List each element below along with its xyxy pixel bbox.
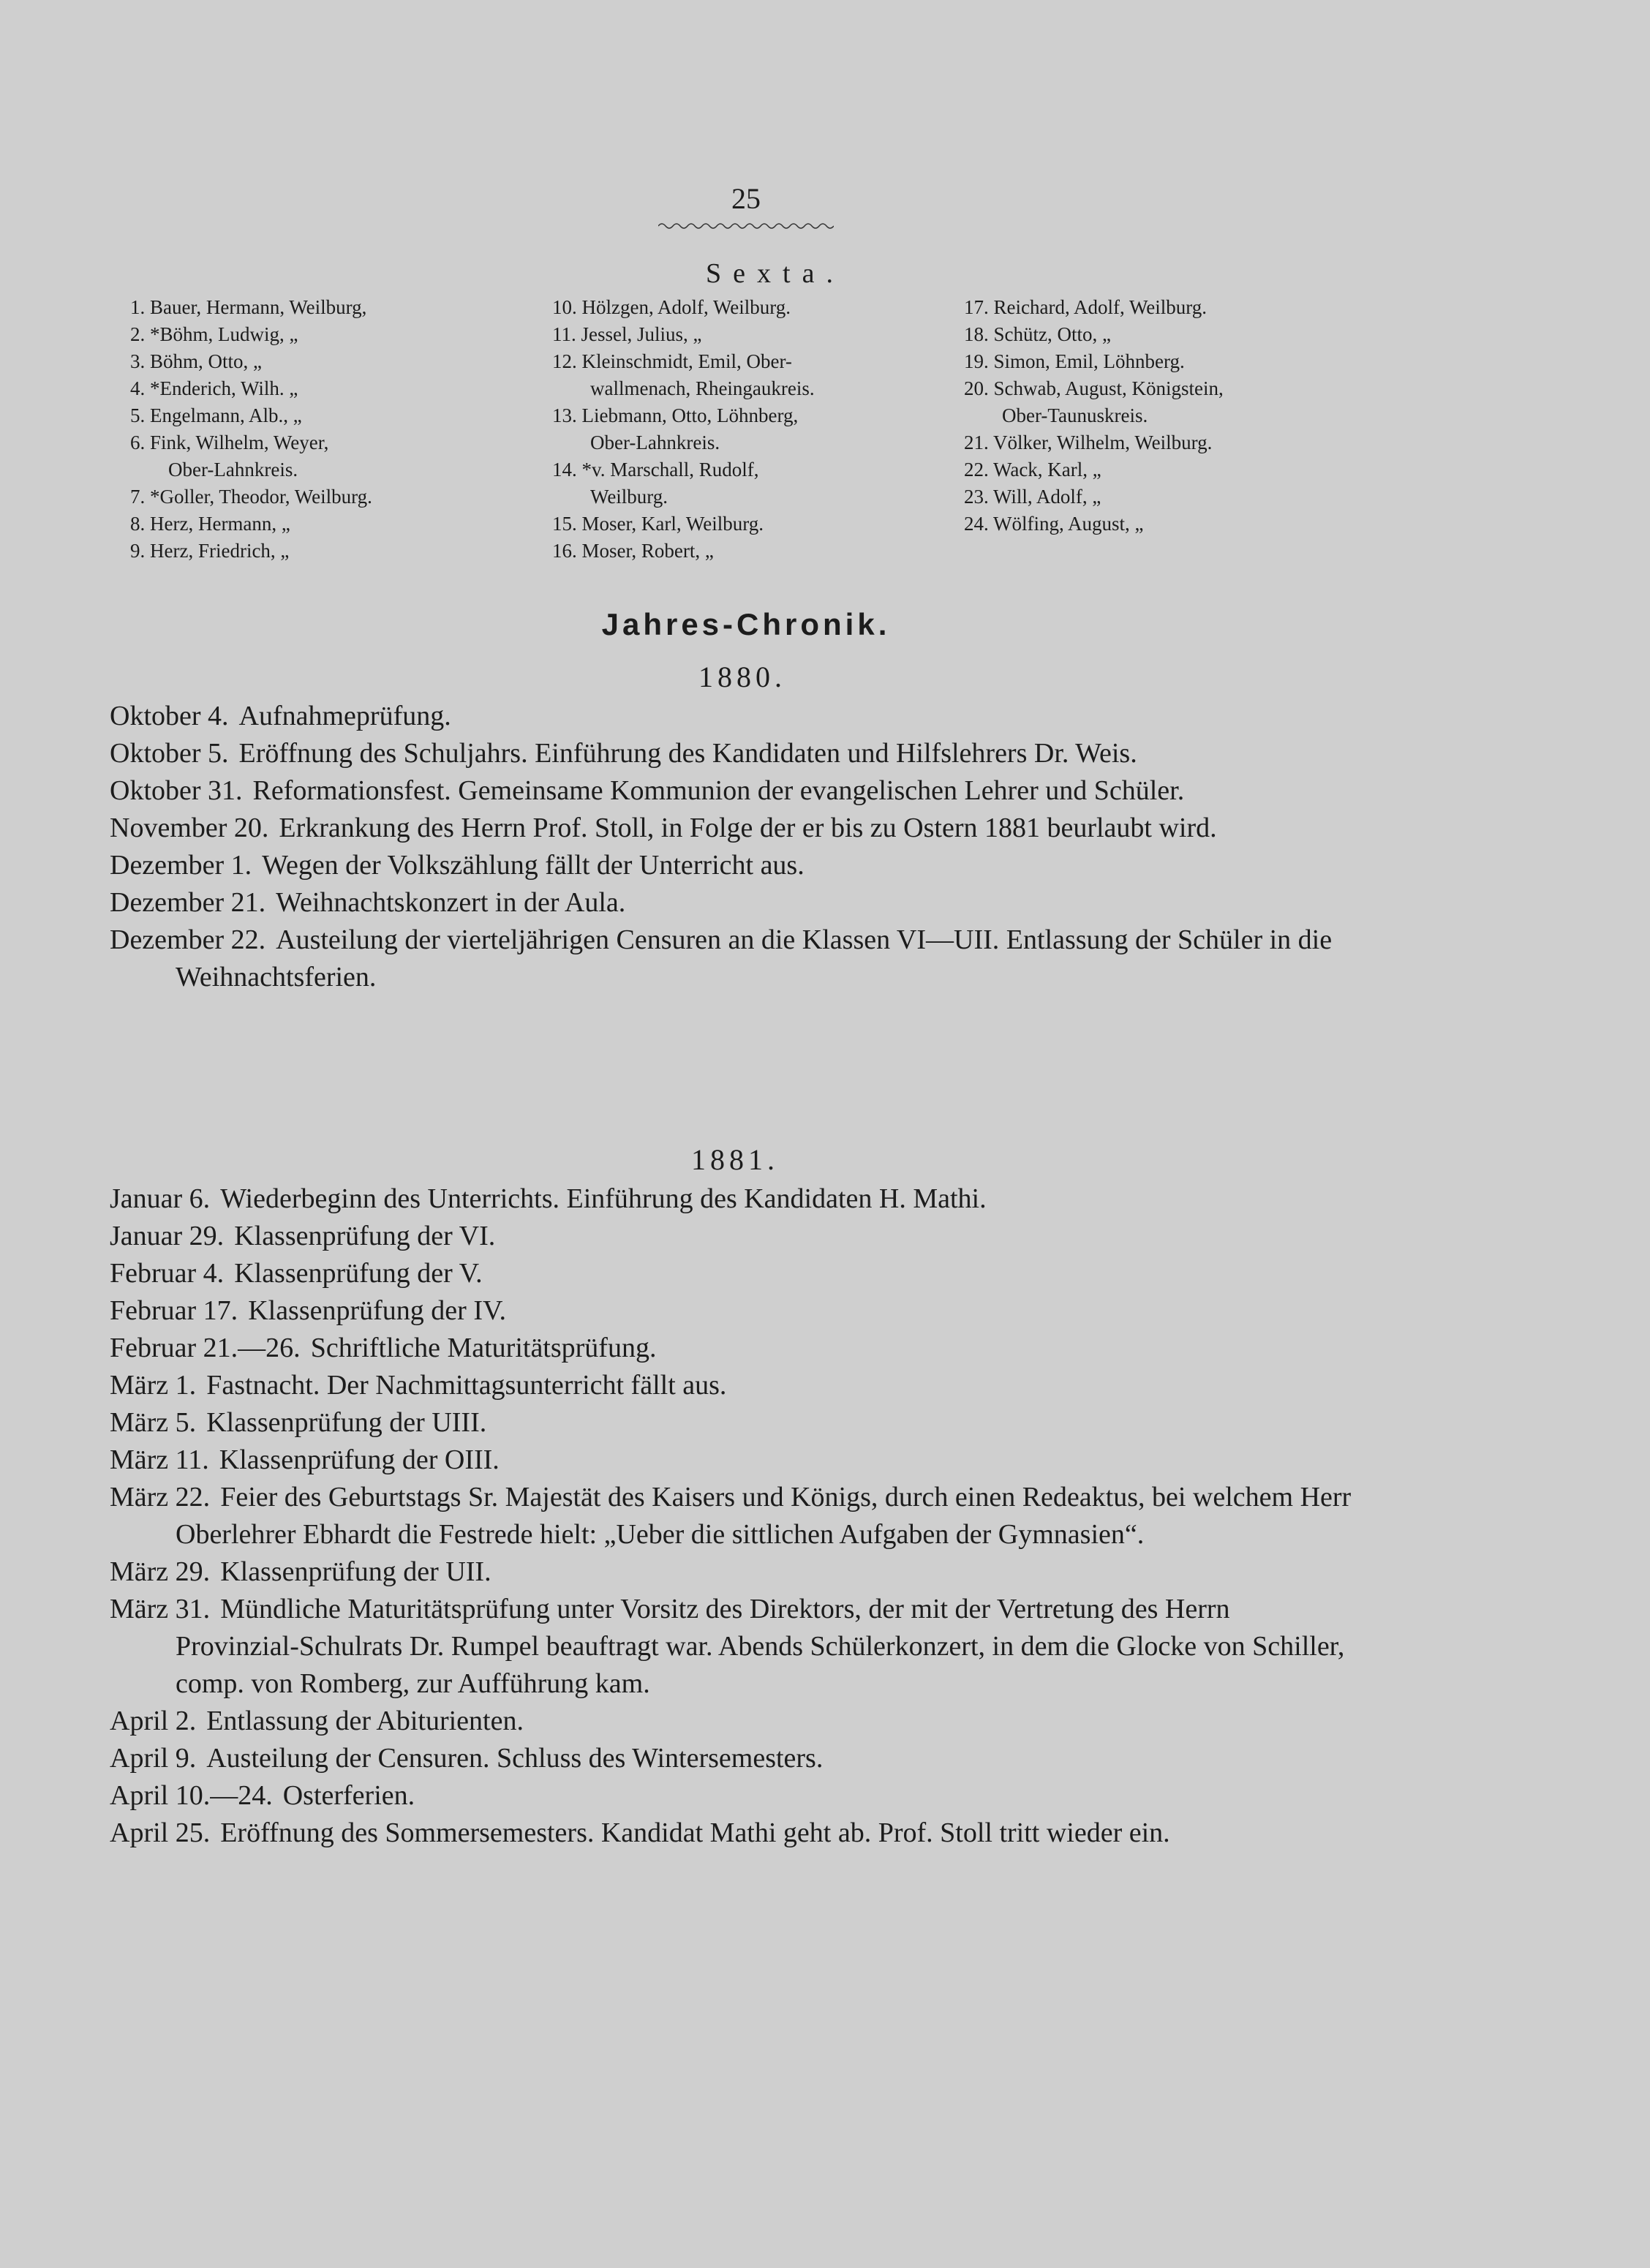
student-entry: 2. *Böhm, Ludwig, „ [130, 323, 298, 345]
entry-text: Fastnacht. Der Nachmittagsunterricht fällt aus. [206, 1370, 727, 1401]
entry-text: Weihnachtskonzert in der Aula. [276, 887, 626, 918]
student-entry: 23. Will, Adolf, „ [964, 486, 1101, 508]
chronicle-entry [110, 698, 1353, 735]
entry-text: Eröffnung des Schuljahrs. Einführung des Kandidaten und Hilfslehrers Dr. Weis. [238, 738, 1137, 769]
student-entry-continuation: Ober-Taunuskreis. [1002, 404, 1148, 426]
student-entry: 13. Liebmann, Otto, Löhnberg, [552, 404, 799, 426]
student-entry: 18. Schütz, Otto, „ [964, 323, 1111, 345]
chronicle-entry [110, 847, 1353, 884]
entry-text: Reformationsfest. Gemeinsame Kommunion der evangelischen Lehrer und Schüler. [252, 775, 1185, 806]
entry-date: Februar 4. [110, 1258, 225, 1289]
entry-text: Klassenprüfung der UII. [220, 1556, 491, 1587]
student-entry: 16. Moser, Robert, „ [552, 540, 714, 562]
entry-text: Austeilung der Censuren. Schluss des Wintersemesters. [206, 1743, 824, 1774]
entry-date: März 31. [110, 1594, 211, 1624]
chronik-title: Jahres-Chronik. [601, 607, 891, 641]
entry-text: Entlassung der Abiturienten. [206, 1706, 524, 1736]
year-heading-1880: 1880. [698, 660, 786, 693]
chronicle-entry [110, 1255, 1353, 1292]
entry-date: Dezember 22. [110, 924, 266, 955]
entry-date: April 10.—24. [110, 1780, 273, 1811]
class-heading: Sexta. [706, 258, 845, 289]
entry-date: April 2. [110, 1706, 197, 1736]
student-entry: 11. Jessel, Julius, „ [552, 323, 702, 345]
entry-text: Klassenprüfung der V. [234, 1258, 483, 1289]
entry-date: März 1. [110, 1370, 197, 1401]
entry-text: Klassenprüfung der OIII. [219, 1444, 500, 1475]
student-entry: 5. Engelmann, Alb., „ [130, 404, 302, 426]
student-entry: 22. Wack, Karl, „ [964, 459, 1101, 481]
student-column-3 [964, 294, 1374, 538]
student-entry: 6. Fink, Wilhelm, Weyer, [130, 432, 329, 453]
chronicle-entry [110, 735, 1353, 772]
student-entry: 10. Hölzgen, Adolf, Weilburg. [552, 296, 791, 318]
entry-text: Schriftliche Maturitätsprüfung. [310, 1333, 657, 1363]
entry-text: Wegen der Volkszählung fällt der Unterricht aus. [262, 850, 805, 881]
student-entry: 8. Herz, Hermann, „ [130, 513, 290, 535]
entry-date: April 25. [110, 1817, 211, 1848]
chronicle-1881 [110, 1180, 1353, 1852]
student-entry-continuation: Ober-Lahnkreis. [168, 459, 298, 481]
student-entry: 21. Völker, Wilhelm, Weilburg. [964, 432, 1213, 453]
entry-text: Feier des Geburtstags Sr. Majestät des Kaisers und Königs, durch einen Redeaktus, bei welchem Herr Oberlehrer Ebhardt die Festrede hielt: „Ueber die sittlichen Aufgaben der Gymnasien“. [176, 1482, 1352, 1550]
chronicle-entry [110, 1367, 1353, 1404]
chronicle-entry [110, 884, 1353, 922]
student-entry: 14. *v. Marschall, Rudolf, [552, 459, 759, 481]
student-column-2 [552, 294, 958, 565]
entry-date: März 11. [110, 1444, 209, 1475]
entry-text: Klassenprüfung der VI. [234, 1221, 496, 1251]
student-entry: 3. Böhm, Otto, „ [130, 350, 262, 372]
student-entry-continuation: wallmenach, Rheingaukreis. [590, 377, 815, 399]
entry-text: Osterferien. [282, 1780, 415, 1811]
entry-date: Januar 6. [110, 1183, 211, 1214]
entry-date: Februar 17. [110, 1295, 238, 1326]
chronicle-entry [110, 772, 1353, 810]
entry-date: Dezember 1. [110, 850, 252, 881]
entry-date: Januar 29. [110, 1221, 225, 1251]
student-entry: 9. Herz, Friedrich, „ [130, 540, 290, 562]
year-heading-1881: 1881. [691, 1143, 779, 1176]
entry-date: November 20. [110, 813, 269, 843]
entry-text: Klassenprüfung der IV. [248, 1295, 507, 1326]
chronicle-1880 [110, 698, 1353, 996]
entry-text: Erkrankung des Herrn Prof. Stoll, in Folge der er bis zu Ostern 1881 beurlaubt wird. [279, 813, 1217, 843]
entry-text: Wiederbeginn des Unterrichts. Einführung des Kandidaten H. Mathi. [220, 1183, 987, 1214]
chronicle-entry [110, 1703, 1353, 1740]
student-entry: 4. *Enderich, Wilh. „ [130, 377, 298, 399]
student-entry: 20. Schwab, August, Königstein, [964, 377, 1224, 399]
entry-date: April 9. [110, 1743, 197, 1774]
chronicle-entry [110, 1404, 1353, 1442]
chronicle-entry [110, 1292, 1353, 1330]
entry-date: März 22. [110, 1482, 211, 1512]
entry-date: Februar 21.—26. [110, 1333, 301, 1363]
chronicle-entry [110, 810, 1353, 847]
chronicle-entry [110, 1591, 1353, 1703]
page-number: 25 [731, 182, 761, 215]
chronicle-entry [110, 1777, 1353, 1815]
entry-date: Oktober 4. [110, 701, 229, 731]
entry-text: Mündliche Maturitätsprüfung unter Vorsitz des Direktors, der mit der Vertretung des Herrn Provinzial-Schulrats Dr. Rumpel beauftragt war. Abends Schülerkonzert, in dem die Glocke von Schiller, comp. von Romberg, zur Aufführung kam. [176, 1594, 1345, 1699]
entry-date: Oktober 31. [110, 775, 243, 806]
student-entry: 12. Kleinschmidt, Emil, Ober- [552, 350, 792, 372]
chronicle-entry [110, 1553, 1353, 1591]
decorative-rule [658, 221, 834, 231]
chronicle-entry [110, 1180, 1353, 1218]
chronicle-entry [110, 1442, 1353, 1479]
student-entry: 1. Bauer, Hermann, Weilburg, [130, 296, 367, 318]
student-entry: 24. Wölfing, August, „ [964, 513, 1144, 535]
student-entry: 15. Moser, Karl, Weilburg. [552, 513, 764, 535]
entry-date: März 5. [110, 1407, 197, 1438]
student-column-1 [130, 294, 540, 565]
entry-text: Eröffnung des Sommersemesters. Kandidat Mathi geht ab. Prof. Stoll tritt wieder ein. [220, 1817, 1170, 1848]
student-entry: 19. Simon, Emil, Löhnberg. [964, 350, 1185, 372]
chronicle-entry [110, 1218, 1353, 1255]
entry-date: März 29. [110, 1556, 211, 1587]
chronicle-entry [110, 922, 1353, 996]
chronicle-entry [110, 1740, 1353, 1777]
student-entry-continuation: Ober-Lahnkreis. [590, 432, 720, 453]
entry-date: Oktober 5. [110, 738, 229, 769]
chronicle-entry [110, 1815, 1353, 1852]
entry-text: Aufnahmeprüfung. [238, 701, 451, 731]
chronicle-entry [110, 1330, 1353, 1367]
entry-date: Dezember 21. [110, 887, 266, 918]
entry-text: Austeilung der vierteljährigen Censuren an die Klassen VI—UII. Entlassung der Schüler in die Weihnachtsferien. [176, 924, 1333, 992]
student-entry: 17. Reichard, Adolf, Weilburg. [964, 296, 1208, 318]
chronicle-entry [110, 1479, 1353, 1553]
entry-text: Klassenprüfung der UIII. [206, 1407, 487, 1438]
student-entry-continuation: Weilburg. [590, 486, 668, 508]
student-entry: 7. *Goller, Theodor, Weilburg. [130, 486, 372, 508]
